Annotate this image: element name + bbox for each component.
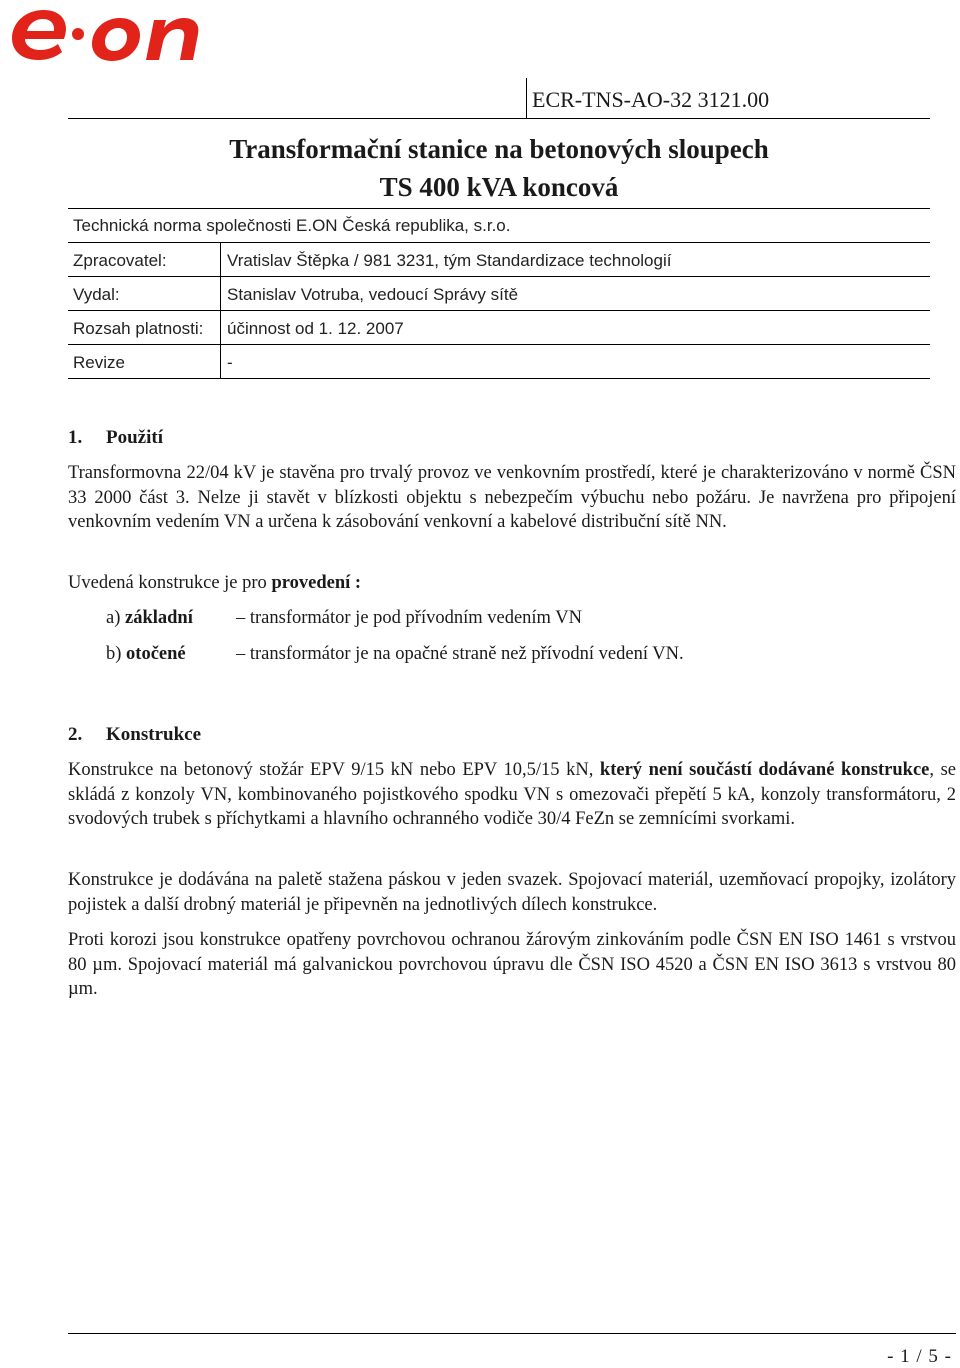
section-2-paragraph-2: Konstrukce je dodávána na paletě stažena páskou v jeden svazek. Spojovací materiál, uzemňovací propojky, izolátory pojistek a další drobný materiál je připevněn na jednotlivých dílech konstrukce. [68,870,956,915]
section-1-title: Použití [106,427,163,448]
list-item-text: – transformátor je pod přívodním vedením VN [236,608,582,628]
meta-rule-3 [68,344,930,345]
section-1-number: 1. [68,427,83,448]
list-item [106,606,582,630]
section-2-paragraph-1-b: , se skládá z konzoly VN, kombinovaného pojistkového spodku VN s omezovači přepětí 5 kA, konzoly transformátoru, 2 svodových trubek s příchytkami a hlavního ochranného vodiče 30/4 FeZn se zemnícími svorkami. [68,760,956,830]
section-1-paragraph-2-bold: provedení : [271,573,362,593]
section-1-paragraph-2 [68,571,956,596]
page-number: - 1 / 5 - [887,1346,952,1367]
section-1-heading [68,427,163,449]
footer-rule [68,1333,956,1334]
section-2-paragraph-1 [68,758,956,832]
section-1-paragraph-2-text: Uvedená konstrukce je pro [68,573,272,593]
list-item-text: – transformátor je na opačné straně než přívodní vedení VN. [236,644,684,664]
company-norm: Technická norma společnosti E.ON Česká republika, s.r.o. [73,216,511,235]
list-item-letter: a) [106,608,125,628]
list-item-label [106,606,236,630]
meta-rule-0 [68,242,930,243]
section-2-number: 2. [68,724,83,745]
list-item-name: základní [125,608,193,628]
meta-label-author: Zpracovatel: [73,251,167,270]
section-2-heading [68,724,201,746]
document-title-line2: TS 400 kVA koncová [379,172,619,202]
meta-label-revision: Revize [73,353,125,372]
section-2-paragraph-1-bold: který není součástí dodávané konstrukce [599,760,930,780]
list-item-name: otočené [126,644,186,664]
section-2-title: Konstrukce [106,724,201,745]
document-code: ECR-TNS-AO-32 3121.00 [526,78,930,118]
header-rule [68,118,930,119]
meta-label-validity: Rozsah platnosti: [73,319,204,338]
section-1-paragraph-1: Transformovna 22/04 kV je stavěna pro trvalý provoz ve venkovním prostředí, které je charakterizováno v normě ČSN 33 2000 část 3. Nelze ji stavět v blízkosti objektu s nebezpečím výbuchu nebo požáru. Je navržena pro připojení venkovním vedením VN a určena k zásobování venkovní a kabelové distribuční sítě NN. [68,463,956,533]
meta-value-author: Vratislav Štěpka / 981 3231, tým Standardizace technologií [227,251,672,270]
section-2-paragraph-1-a: Konstrukce na betonový stožár EPV 9/15 kN nebo EPV 10,5/15 kN, [68,760,600,780]
eon-logo [8,4,204,62]
section-2-paragraph-3: Proti korozi jsou konstrukce opatřeny povrchovou ochranou žárovým zinkováním podle ČSN EN ISO 1461 s vrstvou 80 µm. Spojovací materiál má galvanickou povrchovou úpravu dle ČSN ISO 4520 a ČSN EN ISO 3613 s vrstvou 80 µm. [68,930,956,1000]
list-item-label [106,642,236,666]
document-title-line1: Transformační stanice na betonových sloupech [229,134,769,164]
meta-rule-1 [68,276,930,277]
meta-rule-4 [68,378,930,379]
meta-value-issued: Stanislav Votruba, vedoucí Správy sítě [227,285,519,304]
title-rule [68,208,930,209]
meta-value-validity: účinnost od 1. 12. 2007 [227,319,404,338]
list-item [106,642,684,666]
meta-value-revision: - [227,353,233,372]
meta-label-issued: Vydal: [73,285,120,304]
meta-rule-2 [68,310,930,311]
list-item-letter: b) [106,644,127,664]
